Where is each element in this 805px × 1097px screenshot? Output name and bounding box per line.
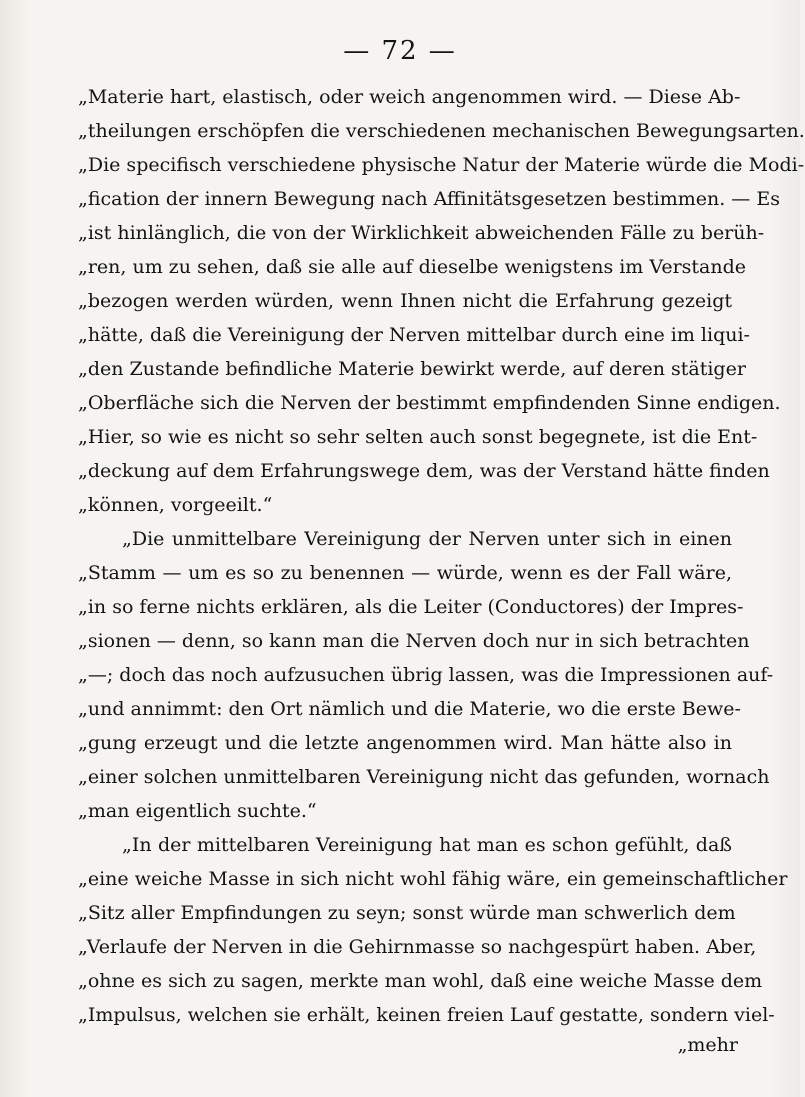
text-line: „man eigentlich suchte.“	[78, 800, 317, 822]
text-line: „deckung auf dem Erfahrungswege dem, was der Verstand hätte finden	[78, 460, 770, 482]
text-line: „hätte, daß die Vereinigung der Nerven mittelbar durch eine im liqui-	[78, 324, 750, 346]
catchword: „mehr	[677, 1034, 738, 1056]
text-line: „ohne es sich zu sagen, merkte man wohl, daß eine weiche Masse dem	[78, 970, 763, 992]
text-line: „Die specifisch verschiedene physische Natur der Materie würde die Modi-	[78, 154, 805, 176]
text-line: „und annimmt: den Ort nämlich und die Materie, wo die erste Bewe-	[78, 698, 741, 720]
text-line: „—; doch das noch aufzusuchen übrig lassen, was die Impressionen auf-	[78, 664, 774, 686]
text-line: „Impulsus, welchen sie erhält, keinen freien Lauf gestatte, sondern viel-	[78, 1004, 775, 1026]
text-line: „In der mittelbaren Vereinigung hat man es schon gefühlt, daß	[122, 834, 732, 856]
text-line: „den Zustande befindliche Materie bewirkt werde, auf deren stätiger	[78, 358, 746, 380]
text-line: „ist hinlänglich, die von der Wirklichkeit abweichenden Fälle zu berüh-	[78, 222, 765, 244]
text-line: „Hier, so wie es nicht so sehr selten auch sonst begegnete, ist die Ent-	[78, 426, 758, 448]
text-line: „Oberfläche sich die Nerven der bestimmt empfindenden Sinne endigen.	[78, 392, 781, 414]
text-line: „theilungen erschöpfen die verschiedenen mechanischen Bewegungsarten.	[78, 120, 805, 142]
text-line: „Die unmittelbare Vereinigung der Nerven unter sich in einen	[122, 528, 732, 550]
text-line: „bezogen werden würden, wenn Ihnen nicht die Erfahrung gezeigt	[78, 290, 732, 312]
text-line: „Verlaufe der Nerven in die Gehirnmasse so nachgespürt haben. Aber,	[78, 936, 757, 958]
text-line: „eine weiche Masse in sich nicht wohl fähig wäre, ein gemeinschaftlicher	[78, 868, 788, 890]
text-line: „ren, um zu sehen, daß sie alle auf dieselbe wenigstens im Verstande	[78, 256, 747, 278]
text-line: „einer solchen unmittelbaren Vereinigung nicht das gefunden, wornach	[78, 766, 770, 788]
text-line: „Materie hart, elastisch, oder weich angenommen wird. — Diese Ab-	[78, 86, 741, 108]
text-line: „Stamm — um es so zu benennen — würde, wenn es der Fall wäre,	[78, 562, 732, 584]
body-text	[78, 80, 805, 1032]
page-number: — 72 —	[343, 36, 457, 66]
text-line: „fication der innern Bewegung nach Affinitätsgesetzen bestimmen. — Es	[78, 188, 780, 210]
text-line: „gung erzeugt und die letzte angenommen wird. Man hätte also in	[78, 732, 732, 754]
text-line: „können, vorgeeilt.“	[78, 494, 273, 516]
text-line: „sionen — denn, so kann man die Nerven doch nur in sich betrachten	[78, 630, 750, 652]
text-line: „Sitz aller Empfindungen zu seyn; sonst würde man schwerlich dem	[78, 902, 736, 924]
text-line: „in so ferne nichts erklären, als die Leiter (Conductores) der Impres-	[78, 596, 744, 618]
